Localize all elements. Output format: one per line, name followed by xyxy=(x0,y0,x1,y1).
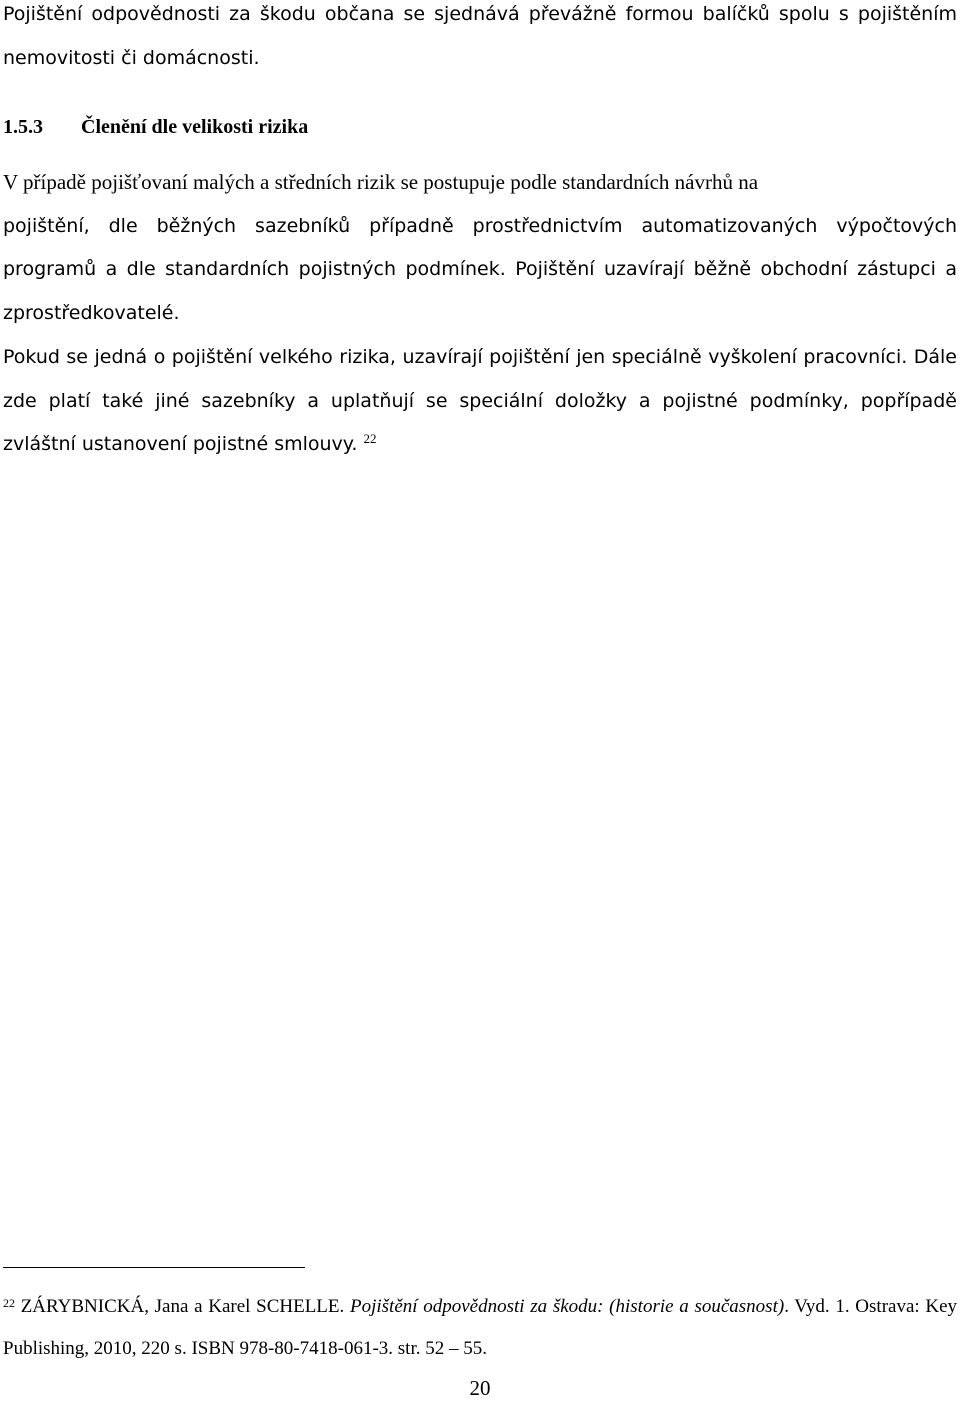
footnote-title: Pojištění odpovědnosti za škodu: (historie a současnost) xyxy=(349,1296,785,1317)
paragraph-1-body: pojištění, dle běžných sazebníků případně prostřednictvím automatizovaných výpočtových programů a dle standardních pojistných podmínek. Pojištění uzavírají běžně obchodní zástupci a zprostředkovatelé. xyxy=(3,214,957,324)
footnote-marker: 22 xyxy=(3,1296,15,1310)
paragraph-2 xyxy=(3,336,957,467)
footnote-details: . Vyd. 1. Ostrava: Key Publishing, 2010, 220 s. ISBN 978-80-7418-061-3. str. 52 – 55. xyxy=(3,1296,958,1359)
footnote xyxy=(3,1286,957,1370)
intro-paragraph xyxy=(3,0,957,80)
footnote-reference: 22 xyxy=(363,431,377,446)
section-number: 1.5.3 xyxy=(3,116,43,138)
footnote-divider xyxy=(3,1267,305,1268)
paragraph-1-first-line: V případě pojišťovaní malých a středních rizik se postupuje podle standardních návrhů na xyxy=(3,170,759,194)
page-number: 20 xyxy=(469,1376,491,1400)
section-title: Členění dle velikosti rizika xyxy=(81,116,309,138)
paragraph-2-text: Pokud se jedná o pojištění velkého rizika, uzavírají pojištění jen speciálně vyškolení pracovníci. Dále zde platí také jiné sazebníky a uplatňují se speciální doložky a pojistné podmínky, popřípadě zvláštní ustanovení pojistné smlouvy. xyxy=(3,346,957,455)
intro-text: Pojištění odpovědnosti za škodu občana se sjednává převážně formou balíčků spolu s pojištěním nemovitosti či domácnosti. xyxy=(3,3,957,69)
footnote-authors: ZÁRYBNICKÁ, Jana a Karel SCHELLE. xyxy=(20,1296,345,1317)
paragraph-1 xyxy=(3,161,957,335)
section-heading xyxy=(3,106,308,149)
